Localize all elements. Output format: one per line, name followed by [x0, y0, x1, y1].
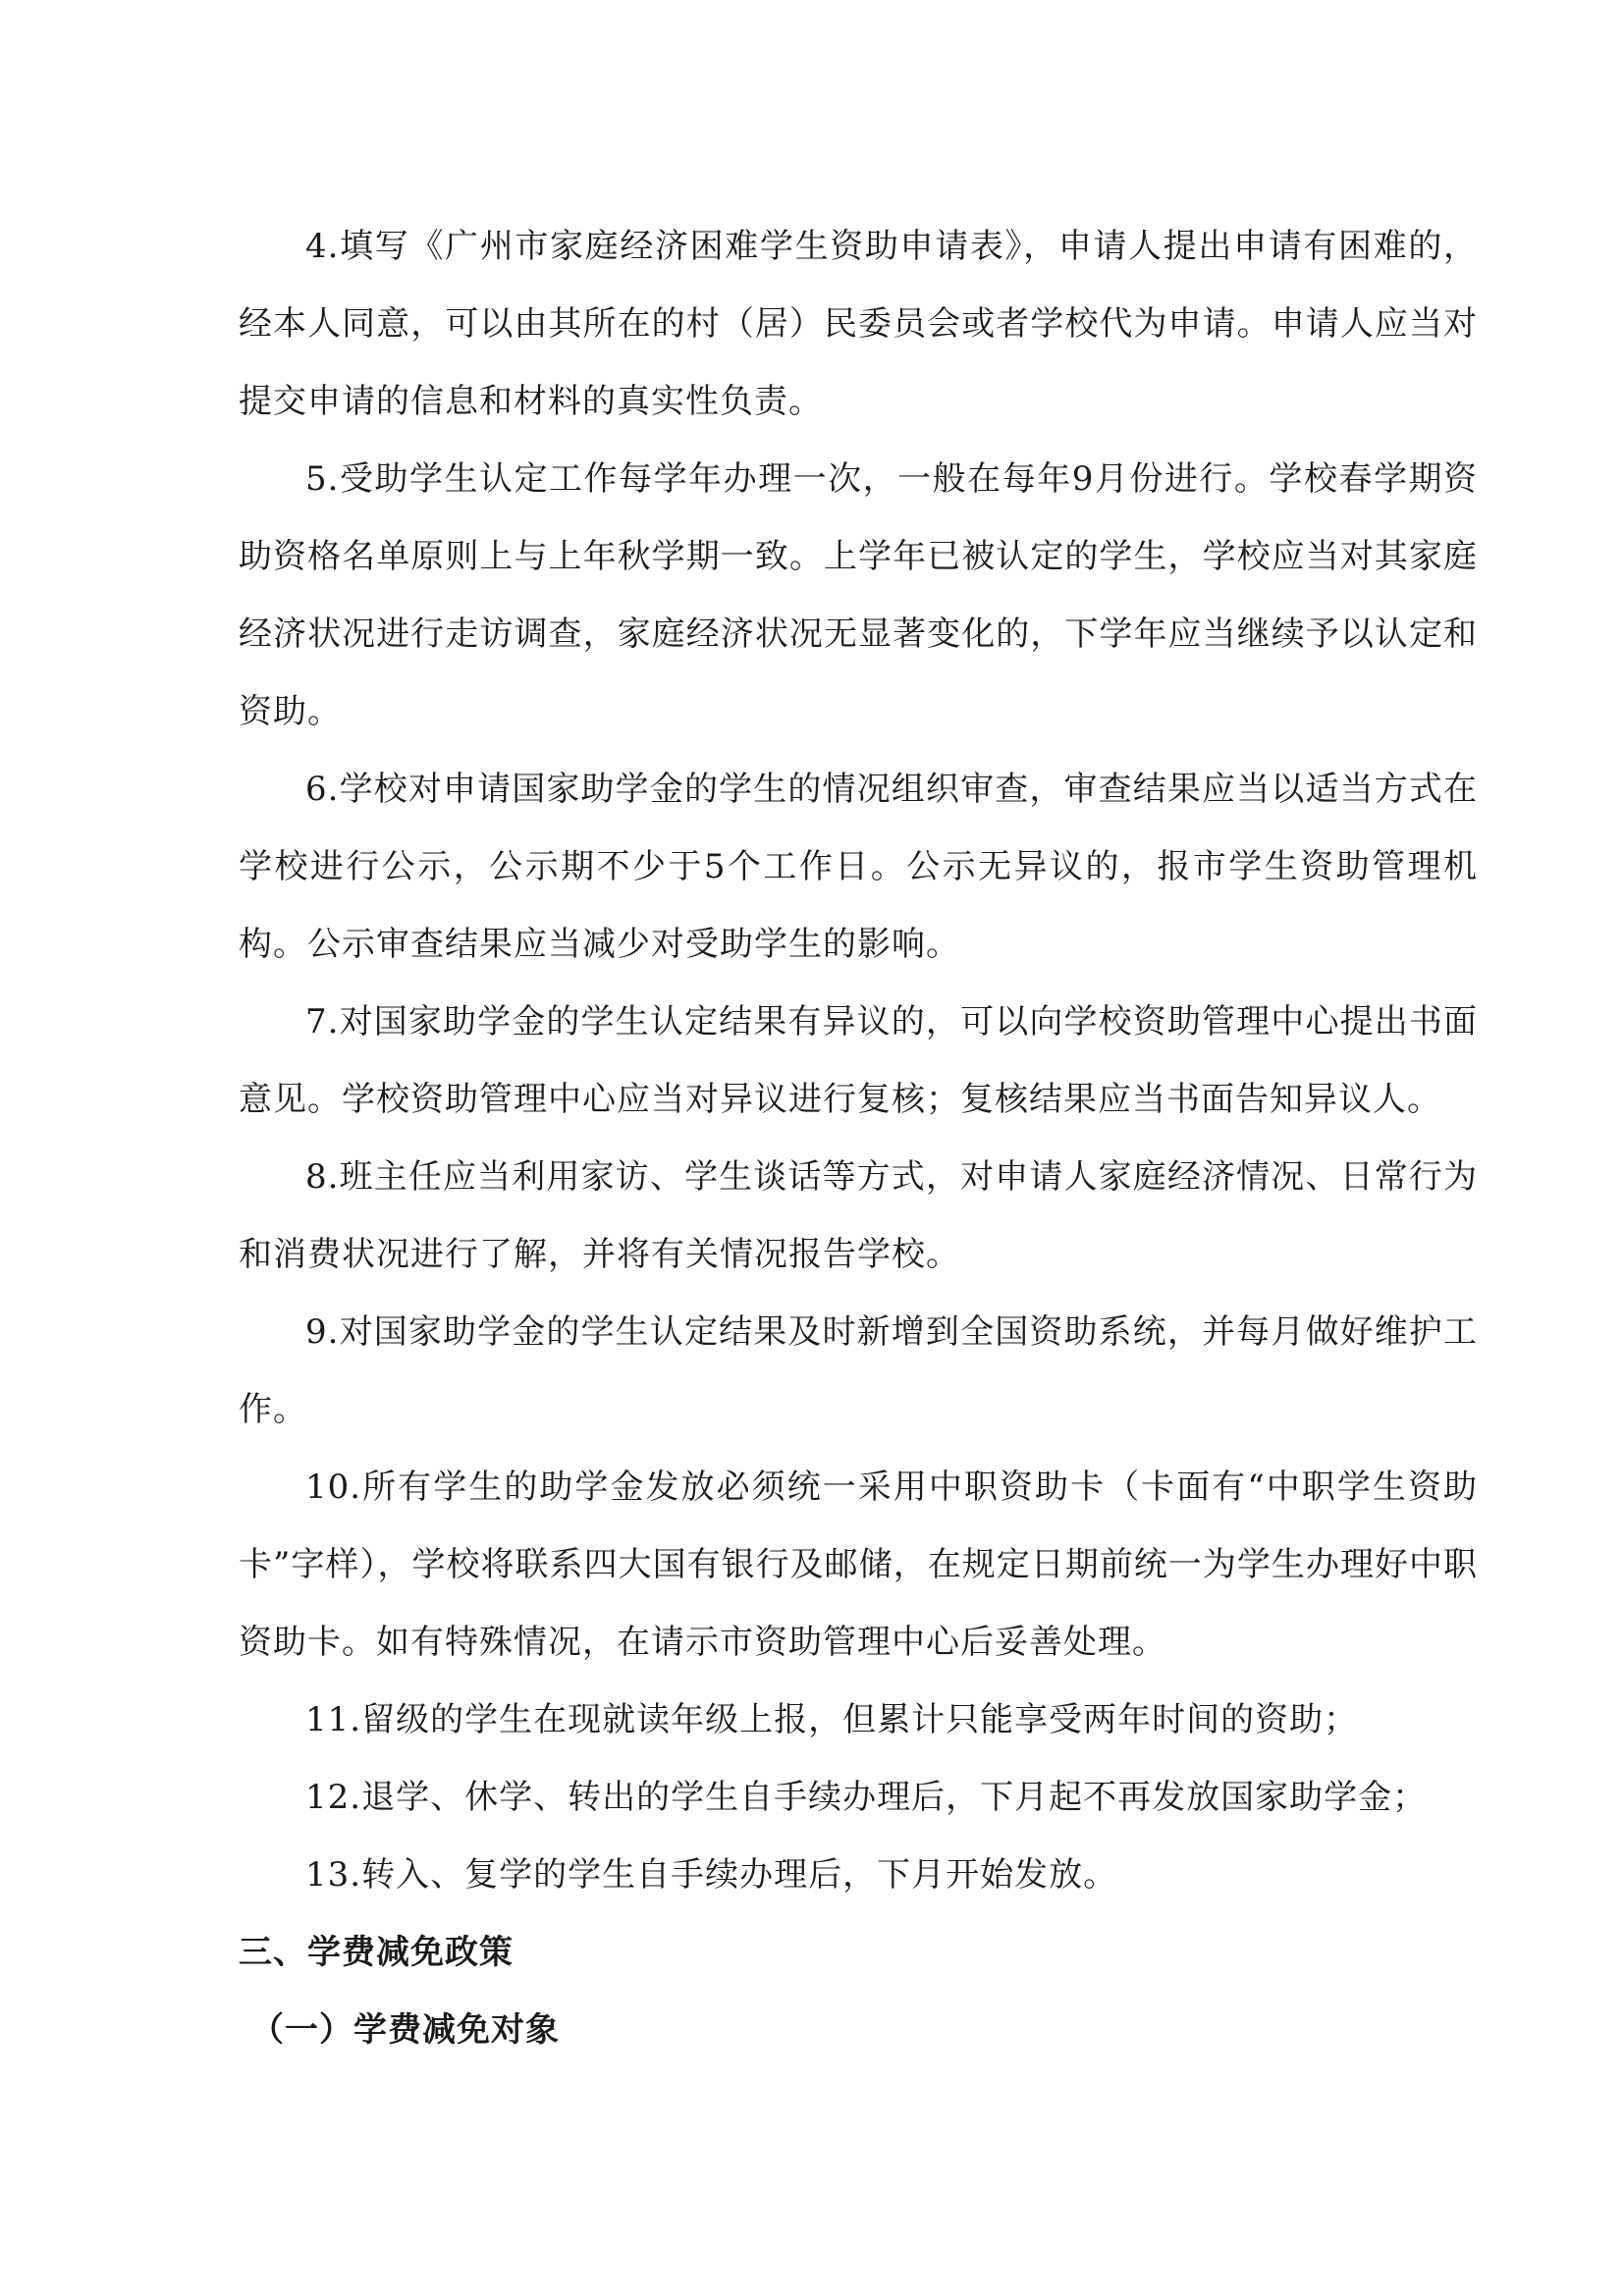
paragraph-item-8: 8.班主任应当利用家访、学生谈话等方式，对申请人家庭经济情况、日常行为和消费状况进行了解，并将有关情况报告学校。 [239, 1157, 1478, 1274]
paragraph-item-9: 9.对国家助学金的学生认定结果及时新增到全国资助系统，并每月做好维护工作。 [239, 1312, 1478, 1429]
paragraph-item-12: 12.退学、休学、转出的学生自手续办理后，下月起不再发放国家助学金； [305, 1778, 1428, 1817]
paragraph-item-13: 13.转入、复学的学生自手续办理后，下月开始发放。 [305, 1855, 1118, 1895]
section-heading: 三、学费减免政策 [239, 1933, 514, 1972]
paragraph-item-5: 5.受助学生认定工作每学年办理一次，一般在每年9月份进行。学校春学期资助资格名单原则上与上年秋学期一致。上学年已被认定的学生，学校应当对其家庭经济状况进行走访调查，家庭经济状况无显著变化的，下学年应当继续予以认定和资助。 [239, 459, 1478, 731]
paragraph-item-4: 4.填写《广州市家庭经济困难学生资助申请表》，申请人提出申请有困难的，经本人同意，可以由其所在的村（居）民委员会或者学校代为申请。申请人应当对提交申请的信息和材料的真实性负责。 [239, 227, 1478, 421]
paragraph-item-11: 11.留级的学生在现就读年级上报，但累计只能享受两年时间的资助； [305, 1700, 1359, 1739]
paragraph-item-7: 7.对国家助学金的学生认定结果有异议的，可以向学校资助管理中心提出书面意见。学校资助管理中心应当对异议进行复核；复核结果应当书面告知异议人。 [239, 1002, 1478, 1119]
subsection-heading: （一）学费减免对象 [250, 2010, 560, 2050]
paragraph-item-6: 6.学校对申请国家助学金的学生的情况组织审查，审查结果应当以适当方式在学校进行公示，公示期不少于5个工作日。公示无异议的，报市学生资助管理机构。公示审查结果应当减少对受助学生的影响。 [239, 770, 1478, 964]
paragraph-item-10: 10.所有学生的助学金发放必须统一采用中职资助卡（卡面有“中职学生资助卡”字样），学校将联系四大国有银行及邮储，在规定日期前统一为学生办理好中职资助卡。如有特殊情况，在请示市资助管理中心后妥善处理。 [239, 1468, 1478, 1662]
